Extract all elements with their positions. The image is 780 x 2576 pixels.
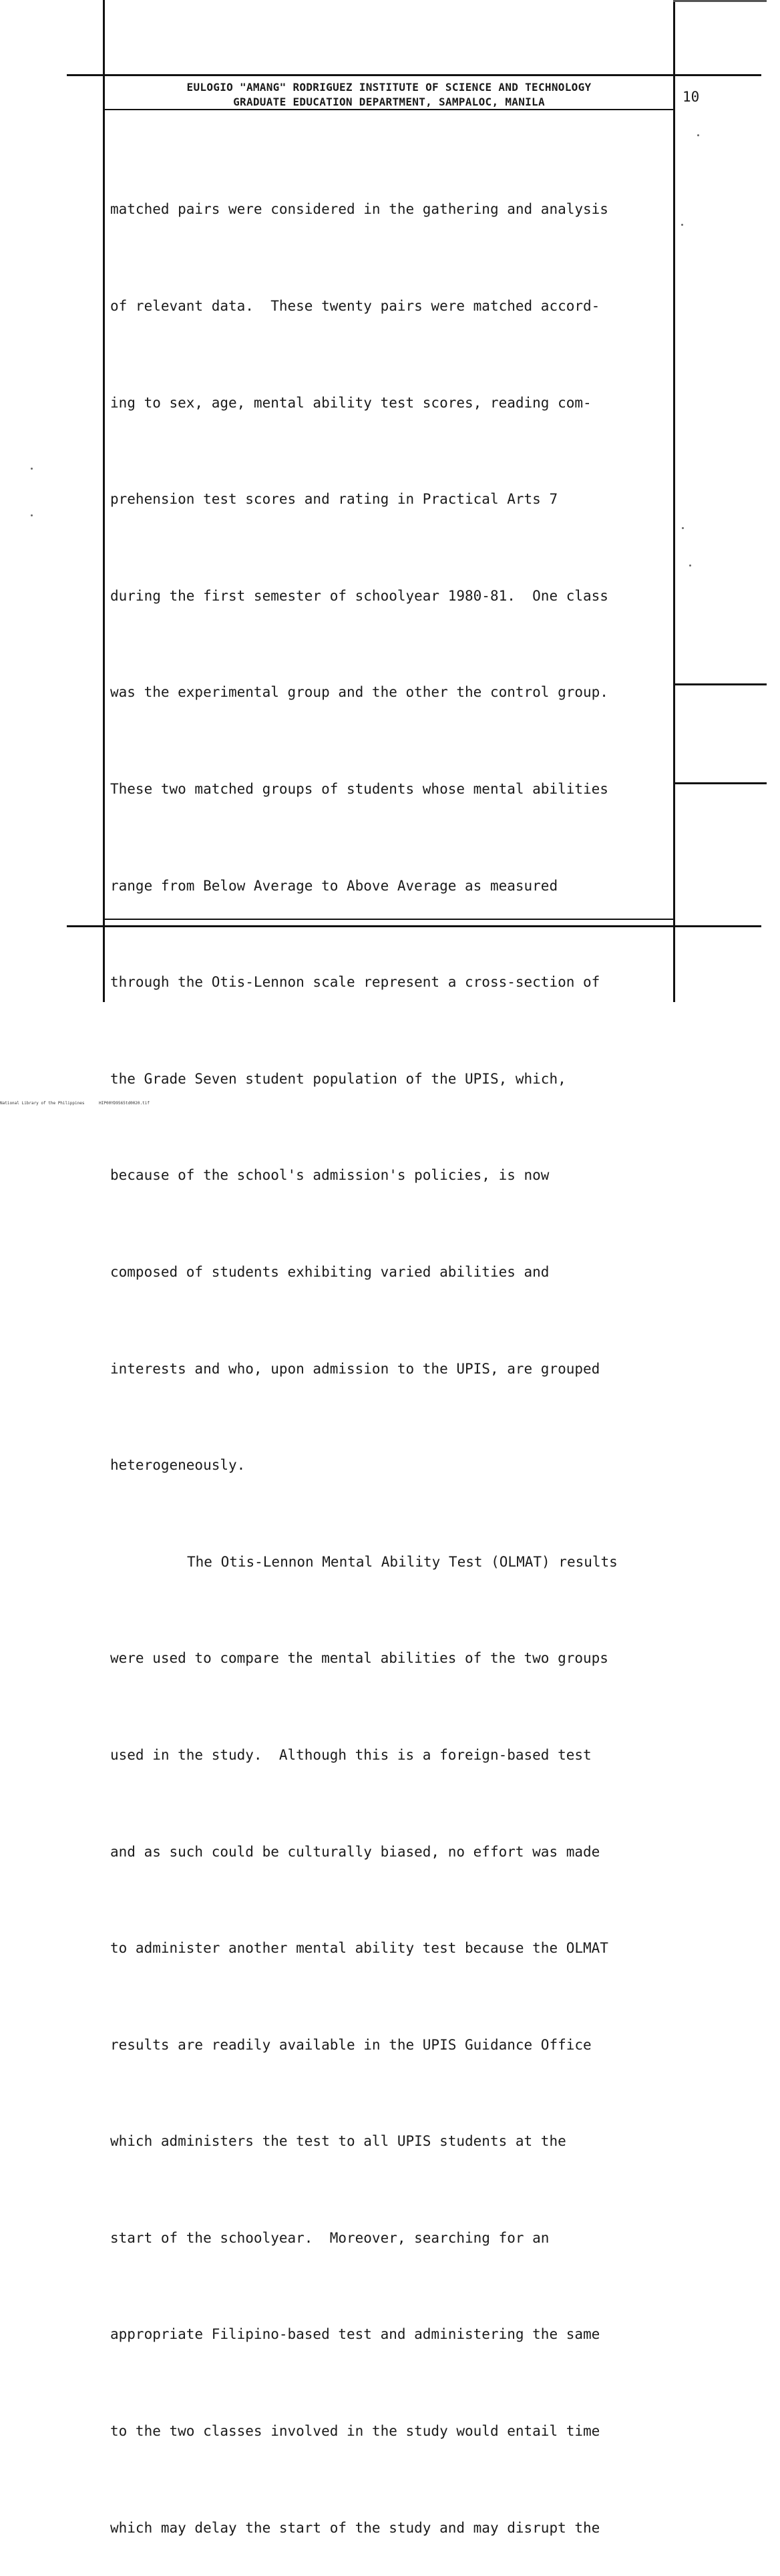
text-line: These two matched groups of students whose mental abilities <box>110 780 608 797</box>
body-text <box>110 129 678 2576</box>
text-line: prehension test scores and rating in Practical Arts 7 <box>110 491 558 508</box>
side-rule-2 <box>673 782 767 784</box>
scan-speck <box>31 514 33 516</box>
text-line: the Grade Seven student population of the UPIS, which, <box>110 1070 566 1087</box>
scan-speck <box>697 134 699 136</box>
text-line: composed of students exhibiting varied abilities and <box>110 1263 550 1280</box>
text-line: range from Below Average to Above Average as measured <box>110 877 558 894</box>
text-line: through the Otis-Lennon scale represent a cross-section of <box>110 974 600 991</box>
text-line: results are readily available in the UPIS Guidance Office <box>110 2036 592 2053</box>
text-line: were used to compare the mental abilities of the two groups <box>110 1650 608 1667</box>
library-credit: National Library of the Philippines <box>0 1101 85 1106</box>
text-line: used in the study. Although this is a foreign-based test <box>110 1746 592 1763</box>
text-line: start of the schoolyear. Moreover, searching for an <box>110 2229 550 2246</box>
text-line: ing to sex, age, mental ability test scores, reading com- <box>110 394 592 411</box>
page-number: 10 <box>682 89 700 105</box>
text-line: which may delay the start of the study and may disrupt the <box>110 2519 600 2536</box>
text-line: because of the school's admission's policies, is now <box>110 1167 550 1184</box>
paragraph-start-line: The Otis-Lennon Mental Ability Test (OLMAT) results <box>187 1553 618 1570</box>
header-rule-top <box>67 74 761 76</box>
text-line: which administers the test to all UPIS students at the <box>110 2133 566 2150</box>
text-line: of relevant data. These twenty pairs were matched accord- <box>110 298 600 314</box>
top-edge-rule <box>673 0 767 2</box>
scan-speck <box>682 527 684 529</box>
text-line: was the experimental group and the other the control group. <box>110 684 608 701</box>
text-line: to administer another mental ability test because the OLMAT <box>110 1940 608 1957</box>
text-line: to the two classes involved in the study would entail time <box>110 2423 600 2440</box>
scan-speck <box>31 468 33 470</box>
scan-speck <box>689 565 691 567</box>
text-line: during the first semester of schoolyear 1980-81. One class <box>110 587 608 604</box>
scan-footer <box>0 1101 150 1106</box>
text-line: appropriate Filipino-based test and administering the same <box>110 2326 600 2343</box>
margin-rule-left <box>103 0 105 1002</box>
header-line-1: EULOGIO "AMANG" RODRIGUEZ INSTITUTE OF SCIENCE AND TECHNOLOGY <box>186 81 592 94</box>
text-line: matched pairs were considered in the gathering and analysis <box>110 201 608 218</box>
header-line-2: GRADUATE EDUCATION DEPARTMENT, SAMPALOC, MANILA <box>233 96 545 108</box>
scan-speck <box>681 224 683 226</box>
text-line: heterogeneously. <box>110 1457 246 1474</box>
text-line: interests and who, upon admission to the UPIS, are grouped <box>110 1360 600 1377</box>
side-rule-1 <box>673 683 767 685</box>
institution-header <box>107 80 671 110</box>
text-line: and as such could be culturally biased, no effort was made <box>110 1843 600 1860</box>
file-name: HIP00YD9565td0020.tif <box>99 1101 150 1106</box>
